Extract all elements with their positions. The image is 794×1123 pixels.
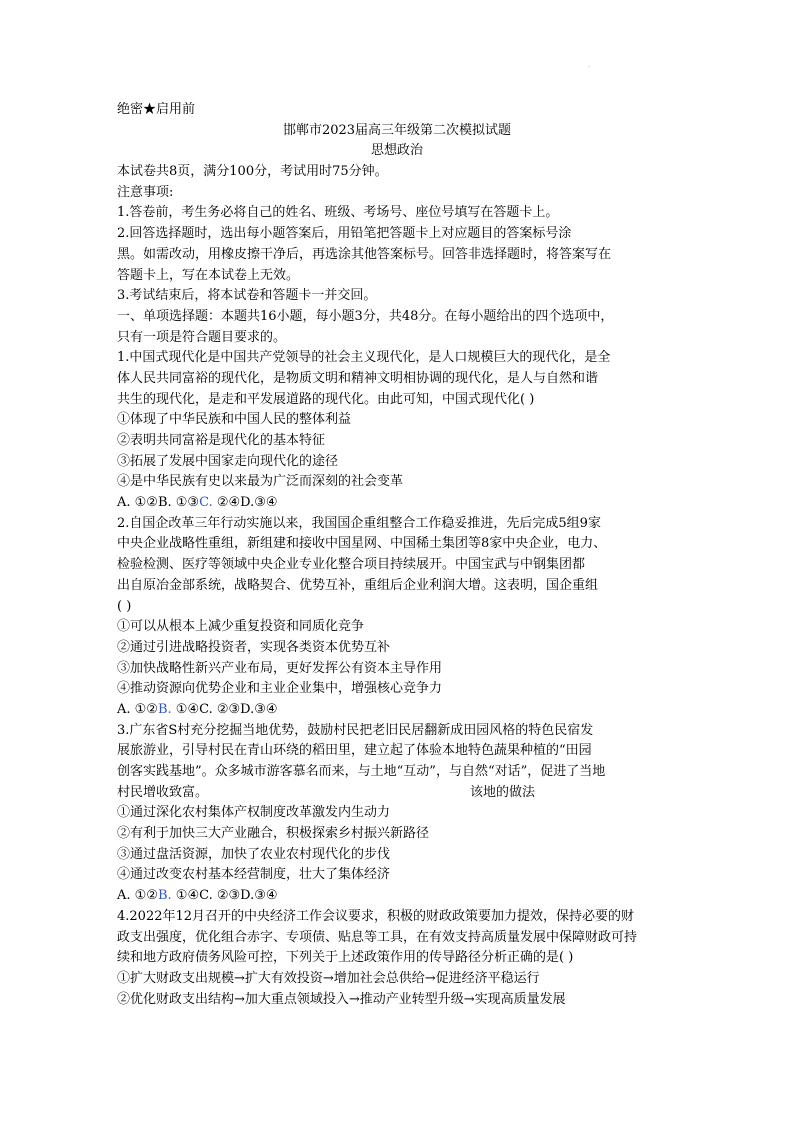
q4-stem-line-2: 政支出强度，优化组合赤字、专项债、贴息等工具，在有效支持高质量发展中保障财政可持 [117, 929, 638, 945]
q4-stem-line-3: 续和地方政府债务风险可控，下列关于上述政策作用的传导路径分析正确的是( ) [117, 950, 574, 966]
notice-item-2-line-1: 2.回答选择题时，选出每小题答案后，用铅笔把答题卡上对应题目的答案标号涂 [117, 226, 572, 242]
q2-item-2: ②通过引进战略投资者，实现各类资本优势互补 [117, 639, 391, 655]
q3-stem-line-4-text: 村民增收致富。 [117, 784, 209, 800]
q2-item-4: ④推动资源向优势企业和主业企业集中，增强核心竞争力 [117, 681, 443, 697]
q1-option-c-letter: C. [199, 495, 213, 511]
q4-stem-line-1: 4.2022年12月召开的中央经济工作会议要求，积极的财政政策要加力提效，保持必要的财 [117, 908, 635, 924]
q2-stem-line-4: 出自原冶金部系统，战略契合、优势互补，重组后企业利润大增。这表明，国企重组 [117, 577, 599, 593]
q2-options-bcd: ①④C. ②③D.③④ [171, 701, 278, 717]
q2-item-3: ③加快战略性新兴产业布局，更好发挥公有资本主导作用 [117, 660, 443, 676]
q2-stem-line-1: 2.自国企改革三年行动实施以来，我国国企重组整合工作稳妥推进，先后完成5组9家 [117, 515, 601, 531]
q1-options-cd: ②④D.③④ [212, 495, 278, 511]
section-heading-line-2: 只有一项是符合题目要求的。 [117, 329, 287, 345]
exam-document [117, 100, 677, 1010]
q3-stem-line-2: 展旅游业，引导村民在青山环绕的稻田里，建立起了体验本地特色蔬果种植的“田园 [117, 743, 592, 759]
notice-item-1: 1.答卷前，考生务必将自己的姓名、班级、考场号、座位号填写在答题卡上。 [117, 205, 559, 221]
subject-title: 思想政治 [370, 143, 423, 159]
q3-item-3: ③通过盘活资源，加快了农业农村现代化的步伐 [117, 846, 391, 862]
q3-stem-line-1: 3.广东省S村充分挖掘当地优势，鼓励村民把老旧民居翻新成田园风格的特色民宿发 [117, 722, 594, 738]
exam-info: 本试卷共8页，满分100分，考试用时75分钟。 [117, 164, 388, 180]
q4-item-1: ①扩大财政支出规模→扩大有效投资→增加社会总供给→促进经济平稳运行 [117, 970, 540, 986]
q1-item-3: ③拓展了发展中国家走向现代化的途径 [117, 453, 339, 469]
q1-stem-line-2: 体人民共同富裕的现代化，是物质文明和精神文明相协调的现代化，是人与自然和谐 [117, 370, 599, 386]
exam-title: 邯郸市2023届高三年级第二次模拟试题 [282, 122, 512, 138]
q3-item-1: ①通过深化农村集体产权制度改革激发内生动力 [117, 805, 391, 821]
confidential-mark: 绝密★启用前 [117, 102, 196, 117]
q1-options [117, 493, 677, 514]
q3-item-2: ②有利于加快三大产业融合，积极探索乡村振兴新路径 [117, 826, 430, 842]
q3-stem-line-4-right: 该地的做法 [470, 784, 536, 800]
corner-mark: . [588, 62, 590, 69]
q3-options-bcd: ①④C. ②③D.③④ [171, 888, 278, 904]
notice-item-2-line-2: 黑。如需改动，用橡皮擦干净后，再选涂其他答案标号。回答非选择题时，将答案写在 [117, 246, 612, 262]
q3-option-a: A. ①② [117, 888, 158, 904]
q2-options [117, 700, 677, 721]
q1-options-ab: A. ①②B. ①③ [117, 495, 200, 511]
q4-item-2: ②优化财政支出结构→加大重点领域投入→推动产业转型升级→实现高质量发展 [117, 991, 566, 1007]
q1-item-2: ②表明共同富裕是现代化的基本特征 [117, 433, 326, 448]
q3-stem-line-3: 创客实践基地”。众多城市游客慕名而来，与土地“互动”，与自然“对话”，促进了当地 [117, 764, 606, 779]
q3-options [117, 886, 677, 907]
q2-item-1: ①可以从根本上减少重复投资和同质化竞争 [117, 619, 365, 635]
q3-option-b-letter: B. [157, 888, 172, 904]
q2-option-a: A. ①② [117, 701, 158, 717]
q3-stem-line-4 [117, 783, 677, 804]
q1-item-4: ④是中华民族有史以来最为广泛而深刻的社会变革 [117, 474, 404, 490]
q1-stem-line-1: 1.中国式现代化是中国共产党领导的社会主义现代化，是人口规模巨大的现代化，是全 [117, 350, 611, 366]
q2-stem-line-3: 检验检测、医疗等领域中央企业专业化整合项目持续展开。中国宝武与中钢集团都 [117, 557, 586, 573]
q1-stem-line-3: 共生的现代化，是走和平发展道路的现代化。由此可知，中国式现代化( ) [117, 391, 535, 407]
q2-stem-line-2: 中央企业战略性重组，新组建和接收中国星网、中国稀土集团等8家中央企业，电力、 [117, 536, 607, 552]
q1-item-1: ①体现了中华民族和中国人民的整体利益 [117, 412, 352, 428]
q2-stem-line-5: ( ) [117, 598, 132, 614]
notice-heading: 注意事项: [117, 184, 174, 200]
section-heading-line-1: 一、单项选择题：本题共16小题，每小题3分，共48分。在每小题给出的四个选项中， [117, 308, 614, 324]
notice-item-2-line-3: 答题卡上，写在本试卷上无效。 [117, 267, 300, 283]
q3-item-4: ④通过改变农村基本经营制度，壮大了集体经济 [117, 867, 391, 883]
q2-option-b-letter: B. [157, 701, 172, 717]
notice-item-3: 3.考试结束后，将本试卷和答题卡一并交回。 [117, 288, 377, 304]
